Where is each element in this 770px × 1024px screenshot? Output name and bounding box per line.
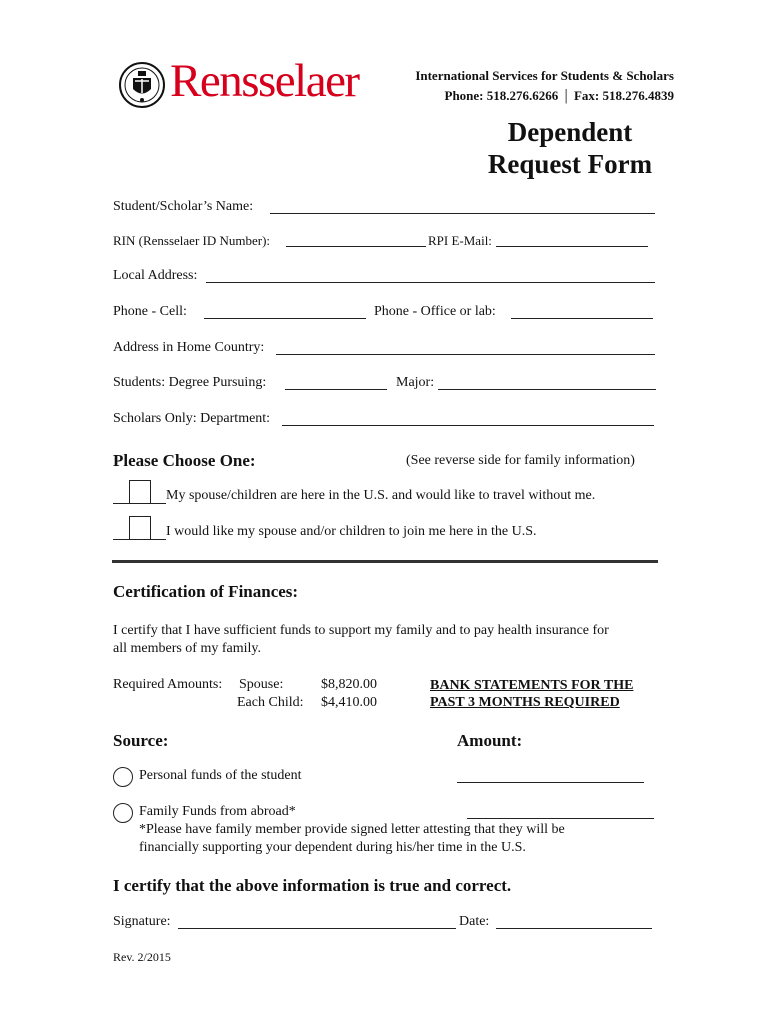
rpi-email-label: RPI E-Mail: (428, 233, 492, 248)
signature-label: Signature: (113, 914, 171, 929)
signature-field[interactable] (178, 928, 456, 929)
form-title-line2: Request Form (487, 149, 653, 179)
personal-amount-field[interactable] (457, 782, 644, 783)
major-label: Major: (396, 375, 435, 390)
child-label: Each Child: (237, 695, 304, 710)
section-divider (112, 560, 658, 563)
rpi-email-field[interactable] (496, 246, 648, 247)
personal-funds-label: Personal funds of the student (139, 768, 302, 783)
certify-heading: I certify that the above information is true and correct. (113, 876, 512, 895)
form-title-line1: Dependent (507, 117, 633, 147)
degree-field[interactable] (285, 389, 387, 390)
option2-checkbox[interactable] (129, 516, 151, 540)
date-field[interactable] (496, 928, 652, 929)
finances-statement-2: all members of my family. (113, 641, 261, 656)
department-field[interactable] (282, 425, 654, 426)
phone-number: Phone: 518.276.6266 (444, 88, 559, 103)
phone-office-label: Phone - Office or lab: (374, 304, 496, 319)
personal-funds-radio[interactable] (113, 767, 133, 787)
option1-checkbox[interactable] (129, 480, 151, 504)
family-funds-note-1: *Please have family member provide signed letter attesting that they will be (139, 822, 565, 837)
contact-line (445, 87, 674, 105)
amount-heading: Amount: (457, 731, 523, 750)
rensselaer-logo: Rensselaer (170, 55, 359, 107)
major-field[interactable] (438, 389, 656, 390)
finances-heading: Certification of Finances: (113, 582, 299, 601)
family-funds-radio[interactable] (113, 803, 133, 823)
spouse-amount: $8,820.00 (321, 677, 377, 692)
revision-label: Rev. 2/2015 (113, 950, 171, 964)
separator: | (564, 87, 568, 104)
name-field[interactable] (270, 213, 655, 214)
bank-statements-line1: BANK STATEMENTS FOR THE (430, 678, 634, 693)
local-address-field[interactable] (206, 282, 655, 283)
phone-cell-field[interactable] (204, 318, 366, 319)
home-address-field[interactable] (276, 354, 655, 355)
phone-office-field[interactable] (511, 318, 653, 319)
phone-cell-label: Phone - Cell: (113, 304, 187, 319)
family-funds-note-2: financially supporting your dependent during his/her time in the U.S. (139, 840, 526, 855)
local-address-label: Local Address: (113, 268, 198, 283)
option1-label: My spouse/children are here in the U.S. and would like to travel without me. (166, 488, 596, 503)
name-label: Student/Scholar’s Name: (113, 199, 254, 214)
rensselaer-seal-icon (119, 62, 165, 108)
child-amount: $4,410.00 (321, 695, 377, 710)
home-address-label: Address in Home Country: (113, 340, 265, 355)
bank-statements-line2: PAST 3 MONTHS REQUIRED (430, 695, 620, 710)
department-label: Scholars Only: Department: (113, 411, 271, 426)
option2-label: I would like my spouse and/or children to join me here in the U.S. (166, 524, 537, 539)
choose-heading: Please Choose One: (113, 451, 256, 470)
fax-number: Fax: 518.276.4839 (573, 88, 674, 103)
degree-label: Students: Degree Pursuing: (113, 375, 267, 390)
family-funds-label: Family Funds from abroad* (139, 804, 296, 819)
date-label: Date: (459, 914, 490, 929)
source-heading: Source: (113, 731, 169, 750)
required-amounts-label: Required Amounts: (113, 677, 223, 692)
office-name: International Services for Students & Scholars (415, 68, 674, 83)
finances-statement-1: I certify that I have sufficient funds to support my family and to pay health insurance for (113, 623, 609, 638)
rin-label: RIN (Rensselaer ID Number): (113, 233, 271, 248)
reverse-side-note: (See reverse side for family information) (406, 453, 635, 468)
rin-field[interactable] (286, 246, 426, 247)
spouse-label: Spouse: (239, 677, 284, 692)
family-amount-field[interactable] (467, 818, 654, 819)
